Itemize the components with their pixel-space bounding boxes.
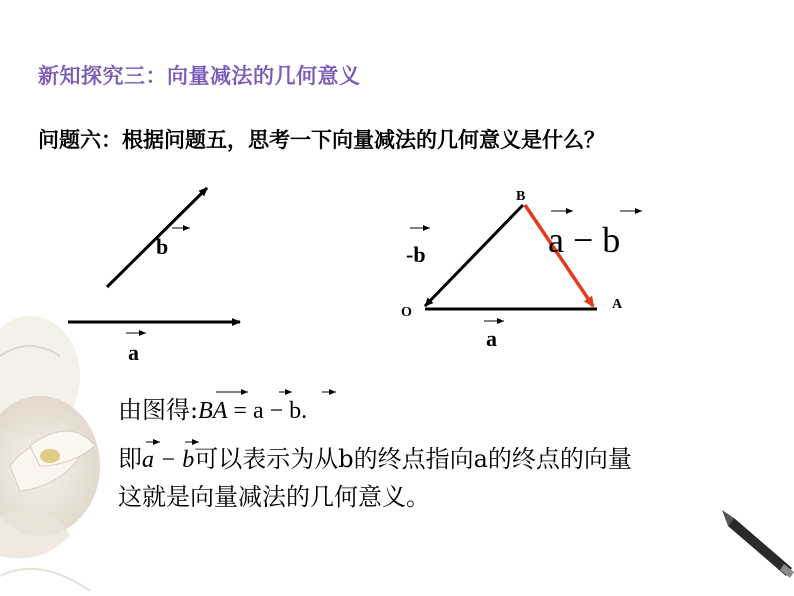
explanation-line-3: 这就是向量减法的几何意义。 <box>118 483 430 511</box>
point-b-label: B <box>516 189 526 204</box>
line2-prefix: 即 <box>118 445 142 473</box>
line1-prefix: 由图得: <box>118 396 199 424</box>
line1-rhs: = a − b. <box>227 398 308 424</box>
line2-expr: a − b <box>142 447 195 473</box>
line2-text: 可以表示为从b的终点指向a的终点的向量 <box>194 445 632 473</box>
point-o-label: O <box>401 305 412 320</box>
label-b: b <box>156 234 169 259</box>
vector-neg-b-arrow <box>425 205 523 306</box>
label-a-bottom: a <box>486 326 497 351</box>
explanation-line-1 <box>118 396 307 426</box>
point-a-label: A <box>612 297 623 312</box>
label-neg-b: -b <box>406 242 426 267</box>
question-text: 问题六：根据问题五，思考一下向量减法的几何意义是什么？ <box>38 128 605 152</box>
explanation-line-2 <box>118 445 632 475</box>
label-a-minus-b: a − b <box>548 220 621 260</box>
page-title: 新知探究三：向量减法的几何意义 <box>38 64 361 88</box>
line1-vector-ba: BA <box>198 398 228 424</box>
label-a: a <box>128 340 139 365</box>
